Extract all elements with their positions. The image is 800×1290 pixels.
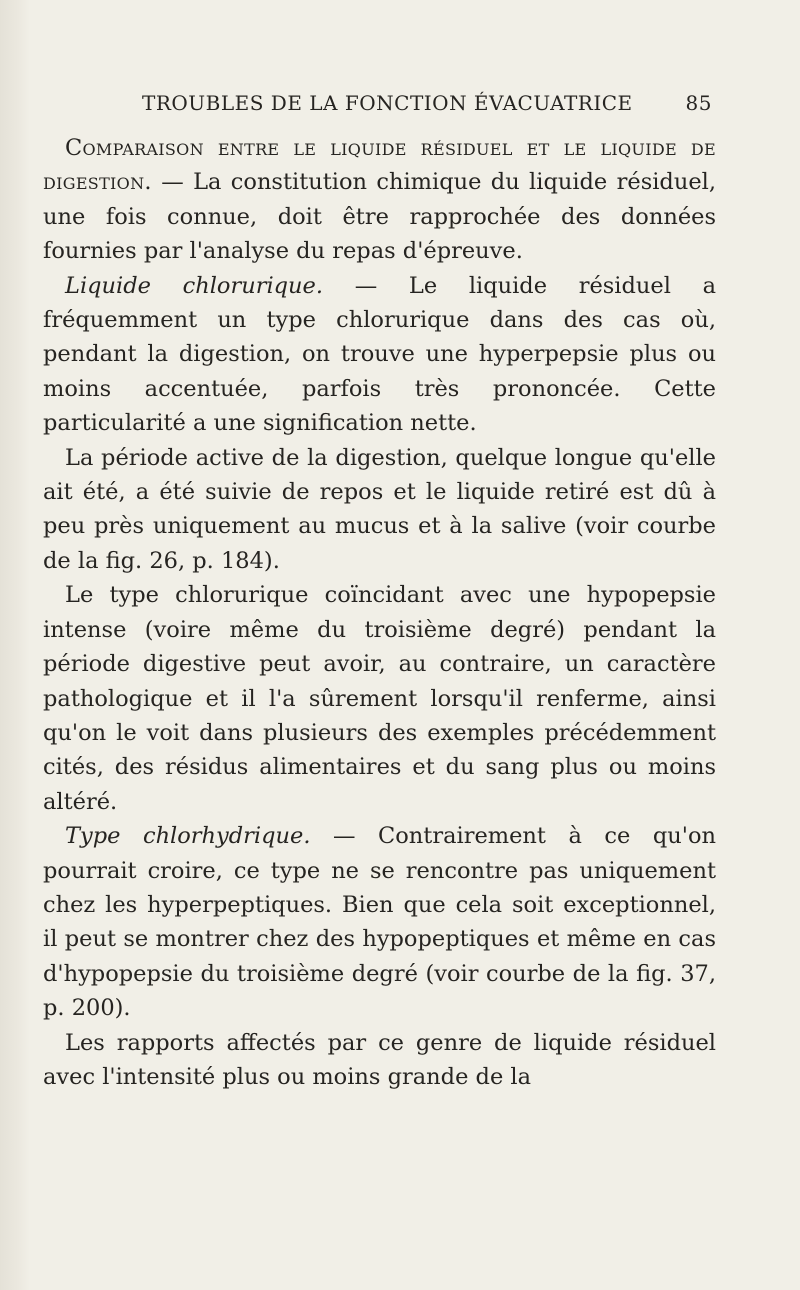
page-number: 85 (685, 91, 712, 115)
running-header (142, 86, 712, 120)
running-title: TROUBLES DE LA FONCTION ÉVACUATRICE (142, 91, 633, 115)
paragraph-2: La période active de la digestion, quelque longue qu'elle ait été, a été suivie de repos et le liquide retiré est dû à peu près uniquement au mucus et à la salive (voir courbe de la fig. 26, p. 184). (43, 444, 716, 574)
paragraph-1 (43, 269, 716, 441)
paragraph-1-title: Liquide chlorurique. (65, 272, 324, 299)
paragraph-4-title: Type chlorhydrique. (65, 823, 311, 850)
paragraph-4 (43, 819, 716, 1025)
body-text (43, 131, 716, 1094)
section-intro: — La constitution chimique du liquide résiduel, une fois connue, doit être rapprochée des données fournies par l'analyse du repas d'épreuve. (43, 169, 716, 265)
section-heading: Comparaison entre le liquide résiduel et le liquide de digestion. (43, 135, 716, 196)
paragraph-3: Le type chlorurique coïncidant avec une hypopepsie intense (voire même du troisième degré) pendant la période digestive peut avoir, au contraire, un caractère pathologique et il l'a sûrement lorsqu'il renferme, ainsi qu'on le voit dans plusieurs des exemples précédemment cités, des résidus alimentaires et du sang plus ou moins altéré. (43, 582, 716, 815)
page-binding-shadow (0, 0, 30, 1290)
paragraph-5: Les rapports affectés par ce genre de liquide résiduel avec l'intensité plus ou moins grande de la (43, 1029, 716, 1090)
section-paragraph (43, 131, 716, 269)
paragraph-4-text: — Contrairement à ce qu'on pourrait croire, ce type ne se rencontre pas uniquement chez les hyperpeptiques. Bien que cela soit exceptionnel, il peut se montrer chez des hypopeptiques et même en cas d'hypopepsie du troisième degré (voir courbe de la fig. 37, p. 200). (43, 823, 716, 1022)
paragraph-1-text: — Le liquide résiduel a fréquemment un type chlorurique dans des cas où, pendant la digestion, on trouve une hyperpepsie plus ou moins accentuée, parfois très prononcée. Cette particularité a une signification nette. (43, 272, 716, 437)
